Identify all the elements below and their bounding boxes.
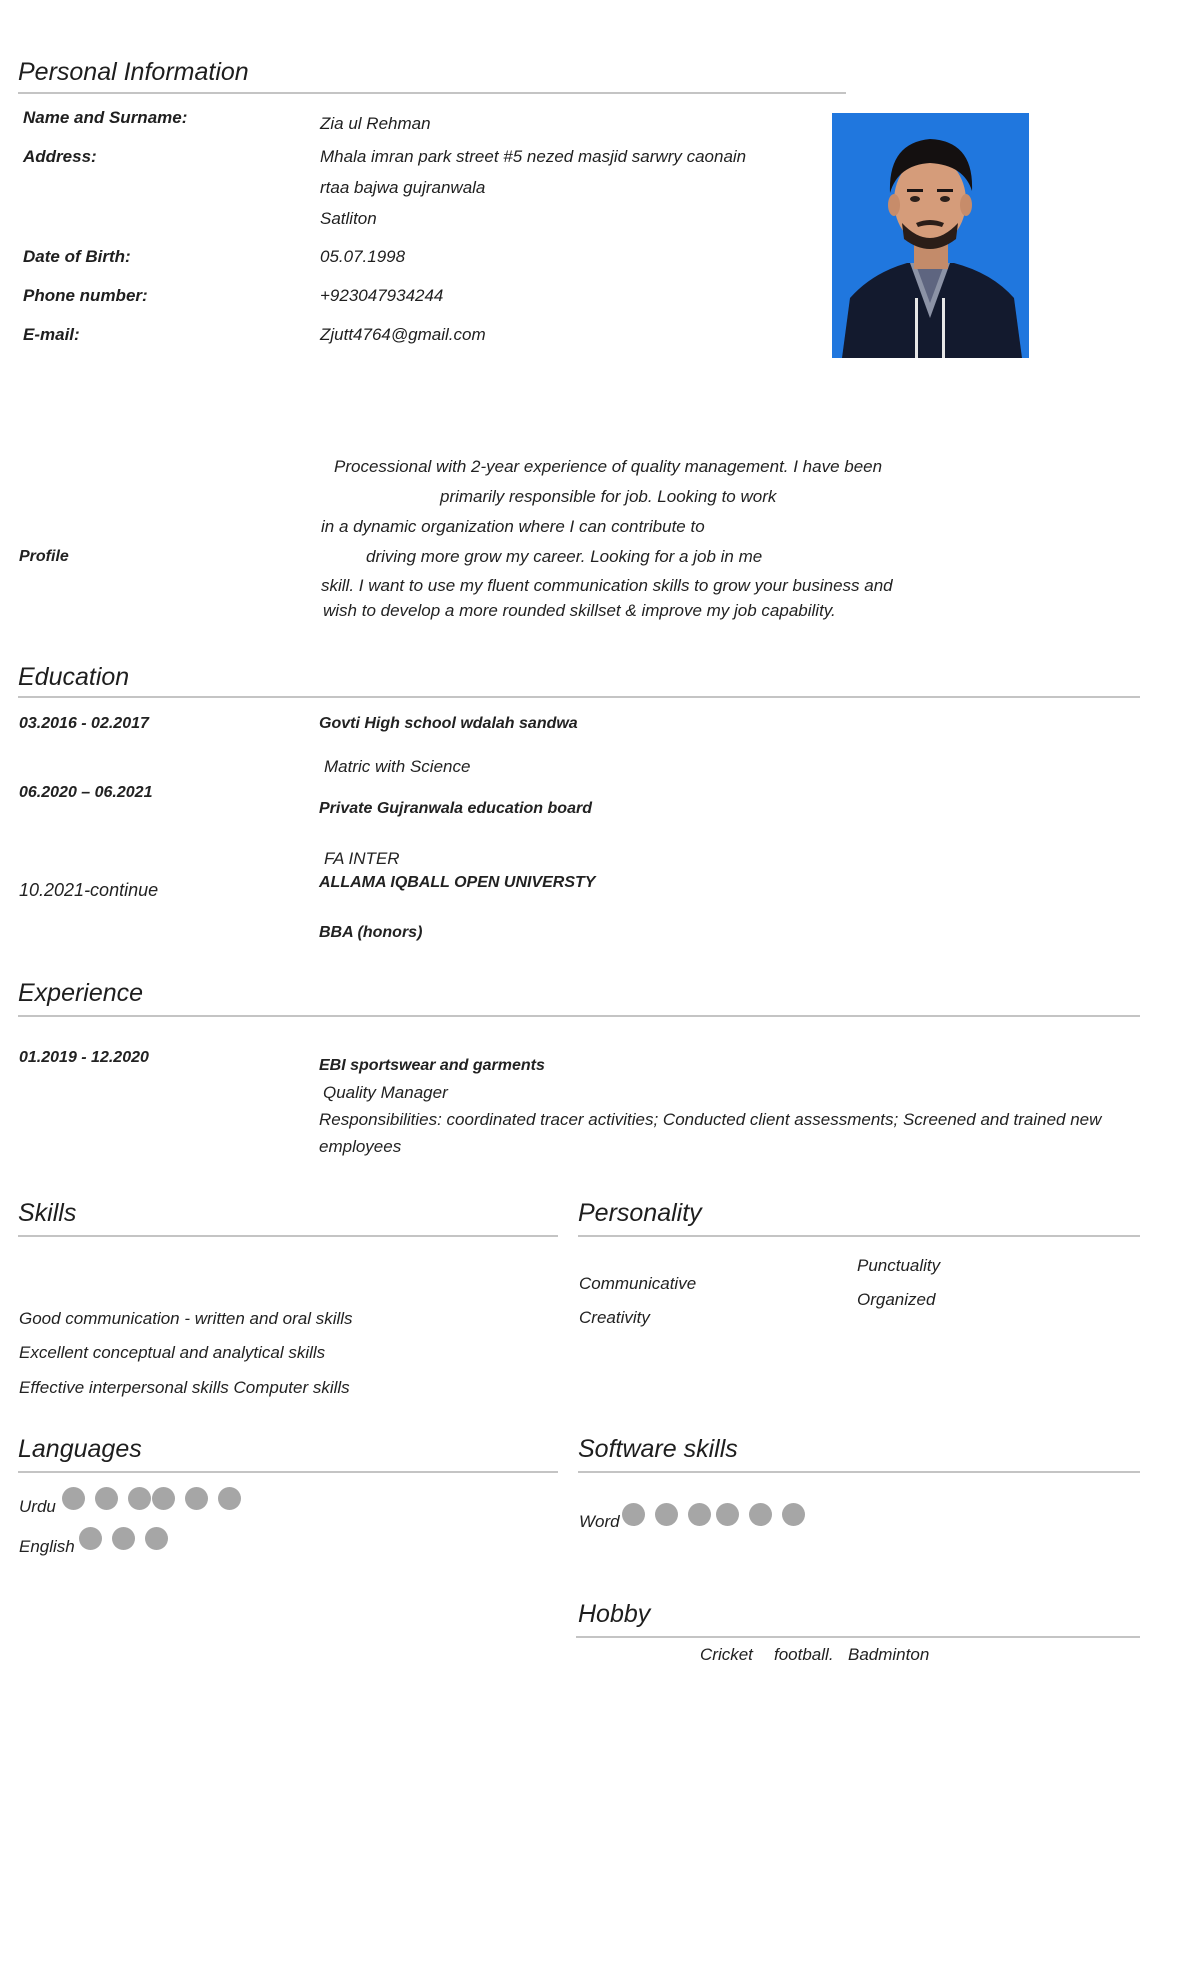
education-date-2: 06.2020 – 06.2021 [19, 784, 153, 801]
profile-line-5: skill. I want to use my fluent communication skills to grow your business and [321, 576, 893, 595]
profile-label: Profile [19, 548, 69, 565]
address-line-2: rtaa bajwa gujranwala [320, 178, 486, 197]
education-heading: Education [18, 663, 130, 691]
languages-rule [18, 1471, 558, 1473]
software-rule [578, 1471, 1140, 1473]
experience-responsibilities-2: employees [319, 1137, 402, 1156]
education-institution-3: ALLAMA IQBALL OPEN UNIVERSTY [319, 874, 596, 891]
address-line-1: Mhala imran park street #5 nezed masjid sarwry caonain [320, 147, 747, 166]
software-name-word: Word [579, 1512, 620, 1531]
rating-dot [62, 1487, 85, 1510]
education-degree-2: FA INTER [324, 849, 400, 868]
email-value: Zjutt4764@gmail.com [320, 325, 486, 344]
rating-dot [749, 1503, 772, 1526]
education-degree-1: Matric with Science [324, 757, 471, 776]
skills-rule [18, 1235, 558, 1237]
profile-line-6: wish to develop a more rounded skillset & improve my job capability. [323, 601, 836, 620]
language-name-urdu: Urdu [19, 1497, 56, 1516]
rating-dot [688, 1503, 711, 1526]
hobby-item: Badminton [848, 1645, 930, 1664]
languages-heading: Languages [18, 1435, 142, 1463]
rating-dot [185, 1487, 208, 1510]
personality-item: Creativity [579, 1308, 650, 1327]
dob-value: 05.07.1998 [320, 247, 406, 266]
rating-dot [152, 1487, 175, 1510]
personal-heading: Personal Information [18, 58, 249, 86]
experience-heading: Experience [18, 979, 144, 1007]
rating-dot [622, 1503, 645, 1526]
rating-dot [782, 1503, 805, 1526]
profile-line-4: driving more grow my career. Looking for a job in me [366, 547, 763, 566]
skill-item: Excellent conceptual and analytical skills [19, 1343, 326, 1362]
experience-rule [18, 1015, 1140, 1017]
profile-line-2: primarily responsible for job. Looking to work [440, 487, 777, 506]
education-date-3: 10.2021-continue [19, 880, 159, 900]
name-label: Name and Surname: [23, 108, 188, 127]
education-date-1: 03.2016 - 02.2017 [19, 715, 149, 732]
experience-company: EBI sportswear and garments [319, 1057, 545, 1074]
personality-heading: Personality [578, 1199, 702, 1227]
personal-rule [18, 92, 846, 94]
hobby-heading: Hobby [578, 1600, 651, 1628]
experience-date: 01.2019 - 12.2020 [19, 1049, 149, 1066]
address-line-3: Satliton [320, 209, 377, 228]
email-label: E-mail: [23, 325, 80, 344]
phone-label: Phone number: [23, 286, 148, 305]
profile-line-3: in a dynamic organization where I can contribute to [321, 517, 705, 536]
education-institution-1: Govti High school wdalah sandwa [319, 715, 578, 732]
rating-dot [145, 1527, 168, 1550]
rating-dot [112, 1527, 135, 1550]
skills-heading: Skills [18, 1199, 77, 1227]
education-rule [18, 696, 1140, 698]
education-institution-2: Private Gujranwala education board [319, 800, 592, 817]
experience-responsibilities-1: Responsibilities: coordinated tracer activities; Conducted client assessments; Screened and trained new [319, 1110, 1102, 1129]
hobby-rule [576, 1636, 1140, 1638]
personality-rule [578, 1235, 1140, 1237]
rating-dot [655, 1503, 678, 1526]
experience-role: Quality Manager [323, 1083, 448, 1102]
rating-dot [79, 1527, 102, 1550]
skill-item: Good communication - written and oral skills [19, 1309, 353, 1328]
rating-dot [95, 1487, 118, 1510]
hobby-item: football. [774, 1645, 834, 1664]
software-heading: Software skills [578, 1435, 738, 1463]
education-degree-3: BBA (honors) [319, 924, 423, 941]
personality-item: Punctuality [857, 1256, 941, 1275]
profile-photo [832, 113, 1029, 358]
dob-label: Date of Birth: [23, 247, 131, 266]
personality-item: Organized [857, 1290, 936, 1309]
phone-value: +923047934244 [320, 286, 444, 305]
language-name-english: English [19, 1537, 75, 1556]
hobby-item: Cricket [700, 1645, 753, 1664]
rating-dot [218, 1487, 241, 1510]
profile-line-1: Processional with 2-year experience of quality management. I have been [334, 457, 883, 476]
rating-dot [716, 1503, 739, 1526]
name-value: Zia ul Rehman [320, 114, 431, 133]
personality-item: Communicative [579, 1274, 697, 1293]
rating-dot [128, 1487, 151, 1510]
address-label: Address: [23, 147, 97, 166]
skill-item: Effective interpersonal skills Computer skills [19, 1378, 350, 1397]
